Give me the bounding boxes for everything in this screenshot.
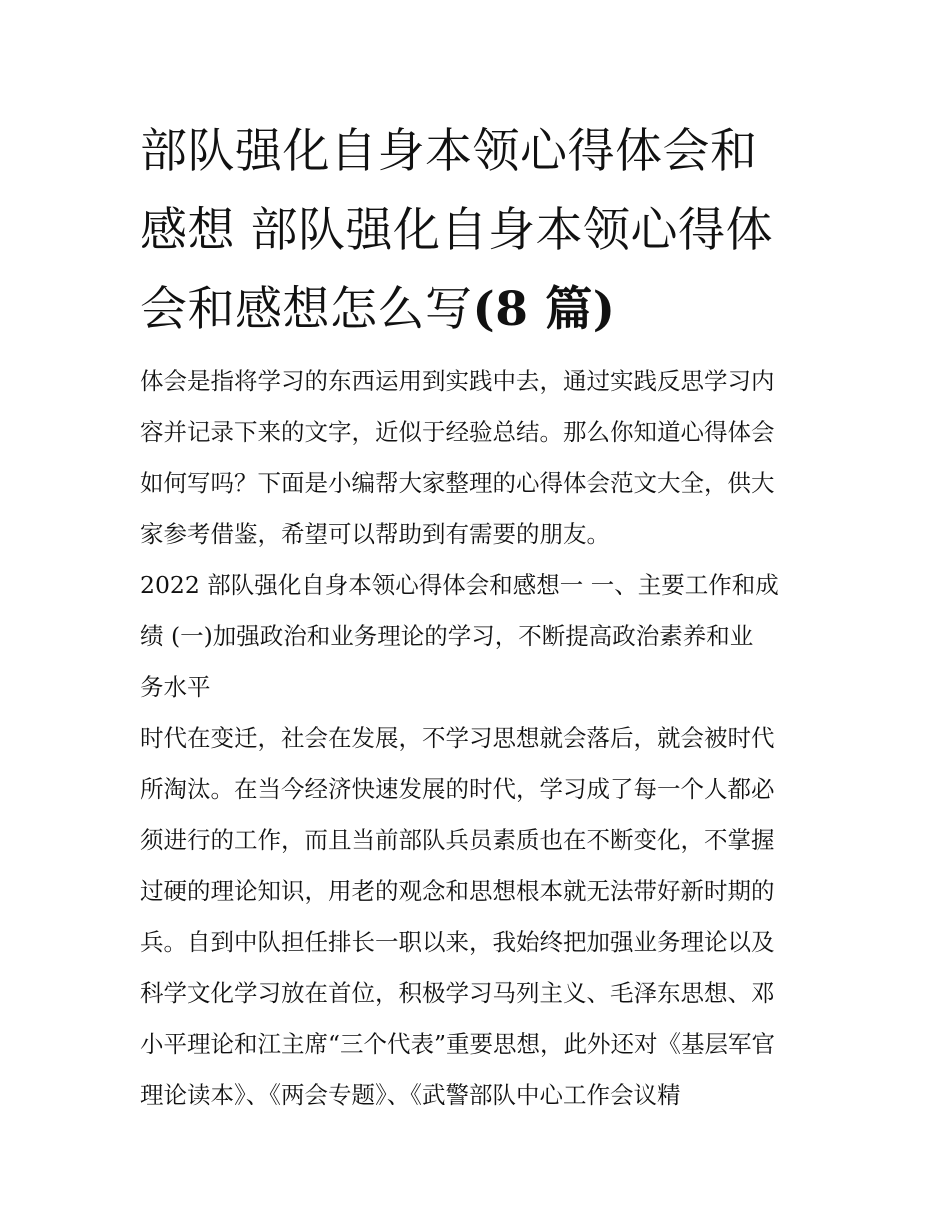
text-line: 容并记录下来的文字，近似于经验总结。那么你知道心得体会 — [140, 418, 775, 446]
text-line: 体会是指将学习的东西运用到实践中去，通过实践反思学习内 — [140, 367, 775, 395]
document-title — [140, 112, 830, 349]
document-body — [140, 356, 830, 1121]
title-line: 感想 部队强化自身本领心得体 — [140, 203, 773, 258]
text-line: 所淘汰。在当今经济快速发展的时代，学习成了每一个人都必 — [140, 775, 775, 803]
text-line: 过硬的理论知识，用老的观念和思想根本就无法带好新时期的 — [140, 877, 775, 905]
title-line: 部队强化自身本领心得体会和 — [140, 124, 758, 179]
title-line — [140, 270, 830, 349]
text-line: 绩 (一)加强政治和业务理论的学习，不断提高政治素养和业 — [140, 622, 754, 650]
title-count: (8 篇) — [472, 282, 616, 337]
text-line: 小平理论和江主席“三个代表”重要思想，此外还对《基层军官 — [140, 1030, 776, 1058]
text-line: 须进行的工作，而且当前部队兵员素质也在不断变化，不掌握 — [140, 826, 775, 854]
text-line: 如何写吗？下面是小编帮大家整理的心得体会范文大全，供大 — [140, 469, 775, 497]
section-heading-paragraph — [140, 560, 830, 713]
text-line: 兵。自到中队担任排长一职以来，我始终把加强业务理论以及 — [140, 928, 775, 956]
text-line: 务水平 — [140, 673, 211, 701]
body-paragraph — [140, 713, 830, 1121]
text-line: 2022 部队强化自身本领心得体会和感想一 一、主要工作和成 — [140, 571, 779, 599]
text-line: 家参考借鉴，希望可以帮助到有需要的朋友。 — [140, 520, 610, 548]
text-line: 理论读本》、《两会专题》、《武警部队中心工作会议精 — [140, 1081, 681, 1109]
title-line-text: 会和感想怎么写 — [140, 282, 473, 337]
text-line: 科学文化学习放在首位，积极学习马列主义、毛泽东思想、邓 — [140, 979, 775, 1007]
text-line: 时代在变迁，社会在发展，不学习思想就会落后，就会被时代 — [140, 724, 775, 752]
intro-paragraph — [140, 356, 830, 560]
